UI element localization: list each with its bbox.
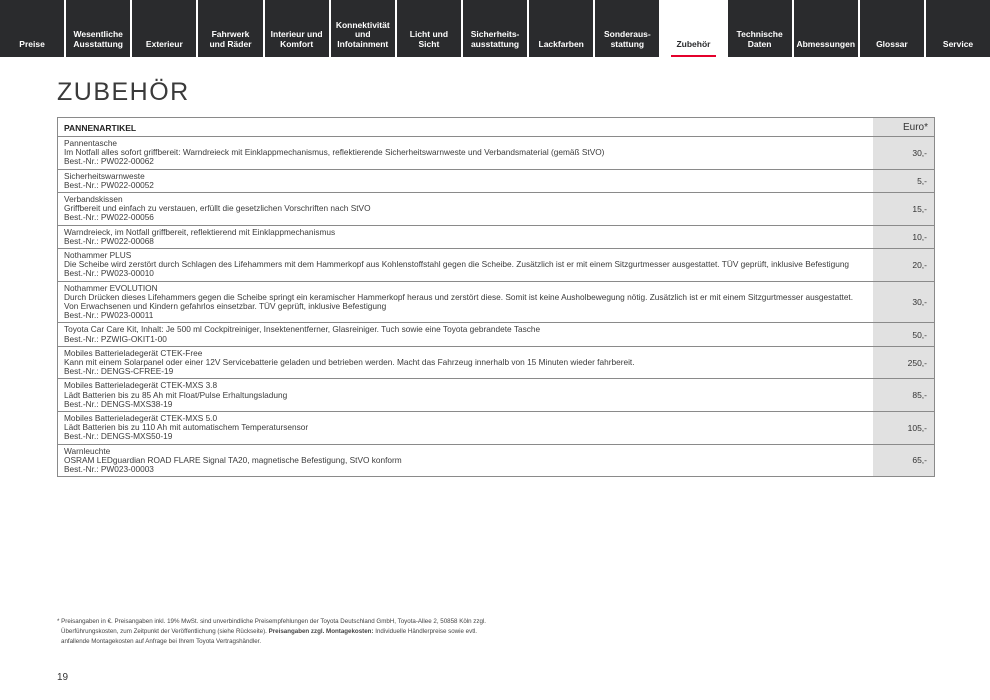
- item-name: Nothammer PLUS: [64, 250, 132, 261]
- nav-tab-konnektivitaet[interactable]: Konnektivität und Infotainment: [331, 0, 395, 57]
- item-name: Mobiles Batterieladegerät CTEK-Free: [64, 347, 203, 358]
- item-name: Nothammer EVOLUTION: [64, 282, 158, 293]
- nav-tab-lackfarben[interactable]: Lackfarben: [529, 0, 593, 57]
- table-row: [58, 379, 934, 412]
- item-order-number: Best.-Nr.: PW023-00010: [64, 268, 154, 279]
- accessories-table: [57, 117, 935, 477]
- nav-tab-technische-daten[interactable]: Technische Daten: [728, 0, 792, 57]
- item-price: 30,-: [873, 137, 934, 169]
- nav-tab-sonderausstattung[interactable]: Sonderaus- stattung: [595, 0, 659, 57]
- item-price: 30,-: [873, 282, 934, 323]
- nav-tab-sicherheitsausstattung[interactable]: Sicherheits- ausstattung: [463, 0, 527, 57]
- item-description: [58, 249, 873, 281]
- item-detail: Durch Drücken dieses Lifehammers gegen die Scheibe springt ein keramischer Hammerkopf heraus und zerstört diese. Somit ist keine Ausholbewegung nötig. Zusätzlich ist er mit einem Sitzgurtmesser ausgestattet. Von Erwachsenen und Kindern gefahrlos einsetzbar. TÜV geprüft, inklusive Befestigung: [64, 291, 854, 312]
- footnote-line: anfallende Montagekosten auf Anfrage bei Ihrem Toyota Vertragshändler.: [61, 638, 262, 645]
- price-column-header: Euro*: [873, 118, 934, 136]
- item-detail: Lädt Batterien bis zu 85 Ah mit Float/Pulse Erhaltungsladung: [64, 389, 288, 400]
- table-row: [58, 193, 934, 226]
- item-order-number: Best.-Nr.: PW023-00011: [64, 310, 154, 321]
- item-price: 65,-: [873, 445, 934, 477]
- nav-tab-zubehoer[interactable]: Zubehör: [661, 0, 725, 57]
- item-price: 105,-: [873, 412, 934, 444]
- item-detail: Lädt Batterien bis zu 110 Ah mit automatischem Temperatursensor: [64, 422, 309, 433]
- item-detail: Kann mit einem Solarpanel oder einer 12V Servicebatterie geladen und betrieben werden. Macht das Fahrzeug innerhalb von 15 Minuten wieder fahrbereit.: [64, 357, 635, 368]
- nav-tab-wesentliche-ausstattung[interactable]: Wesentliche Ausstattung: [66, 0, 130, 57]
- nav-tab-exterieur[interactable]: Exterieur: [132, 0, 196, 57]
- item-price: 250,-: [873, 347, 934, 379]
- nav-tab-abmessungen[interactable]: Abmessungen: [794, 0, 858, 57]
- item-order-number: Best.-Nr.: PW022-00052: [64, 179, 154, 190]
- item-order-number: Best.-Nr.: DENGS-CFREE-19: [64, 366, 174, 377]
- footnote-line: * Preisangaben in €. Preisangaben inkl. 19% MwSt. sind unverbindliche Preisempfehlungen der Toyota Deutschland GmbH, Toyota-Allee 2, 50858 Köln zzgl.: [57, 618, 487, 625]
- item-order-number: Best.-Nr.: PW022-00056: [64, 212, 154, 223]
- item-description: [58, 193, 873, 225]
- table-row: [58, 323, 934, 346]
- nav-tab-fahrwerk[interactable]: Fahrwerk und Räder: [198, 0, 262, 57]
- item-order-number: Best.-Nr.: PW023-00003: [64, 464, 154, 475]
- item-name: Warnleuchte: [64, 445, 111, 456]
- footnote-text: Überführungskosten, zum Zeitpunkt der Veröffentlichung (siehe Rückseite).: [61, 628, 269, 635]
- item-price: 15,-: [873, 193, 934, 225]
- item-name: Mobiles Batterieladegerät CTEK-MXS 3.8: [64, 380, 218, 391]
- item-price: 5,-: [873, 170, 934, 192]
- item-detail: Die Scheibe wird zerstört durch Schlagen des Lifehammers mit dem Hammerkopf aus Kohlenstoffstahl gegen die Scheibe. Zusätzlich ist er mit einem Sitzgurtmesser ausgestattet. TÜV geprüft, inklusive Befestigung: [64, 259, 850, 270]
- footnote-emphasis: Preisangaben zzgl. Montagekosten:: [268, 628, 374, 635]
- item-name: Mobiles Batterieladegerät CTEK-MXS 5.0: [64, 413, 218, 424]
- item-description: [58, 282, 873, 323]
- nav-tab-glossar[interactable]: Glossar: [860, 0, 924, 57]
- item-description: [58, 226, 873, 248]
- item-description: [58, 347, 873, 379]
- table-row: [58, 347, 934, 380]
- table-header: [58, 118, 934, 137]
- item-description: [58, 170, 873, 192]
- nav-tab-licht-und-sicht[interactable]: Licht und Sicht: [397, 0, 461, 57]
- table-row: [58, 282, 934, 324]
- table-row: [58, 170, 934, 193]
- item-order-number: Best.-Nr.: PW022-00068: [64, 235, 154, 246]
- item-price: 50,-: [873, 323, 934, 345]
- item-name: Warndreieck, im Notfall griffbereit, reflektierend mit Einklappmechanismus: [64, 226, 336, 237]
- nav-tab-preise[interactable]: Preise: [0, 0, 64, 57]
- price-footnote: [57, 617, 617, 647]
- table-row: [58, 249, 934, 282]
- item-name: Pannentasche: [64, 138, 118, 148]
- item-price: 20,-: [873, 249, 934, 281]
- item-order-number: Best.-Nr.: PW022-00062: [64, 156, 154, 167]
- item-name: Verbandskissen: [64, 194, 123, 205]
- item-price: 85,-: [873, 379, 934, 411]
- footnote-line: [57, 627, 617, 637]
- page-number: 19: [57, 672, 69, 683]
- page-title: ZUBEHÖR: [57, 78, 190, 106]
- footnote-text: Individuelle Händlerpreise sowie evtl.: [373, 628, 478, 635]
- item-description: [58, 379, 873, 411]
- table-row: [58, 226, 934, 249]
- item-order-number: Best.-Nr.: DENGS-MXS38-19: [64, 398, 173, 409]
- item-name: Toyota Car Care Kit, Inhalt: Je 500 ml Cockpitreiniger, Insektenentferner, Glasreiniger. Tuch sowie eine Toyota gebrandete Tasche: [64, 324, 541, 335]
- section-header: PANNENARTIKEL: [64, 123, 137, 133]
- item-description: [58, 445, 873, 477]
- nav-tab-interieur[interactable]: Interieur und Komfort: [265, 0, 329, 57]
- item-description: [58, 412, 873, 444]
- item-detail: OSRAM LEDguardian ROAD FLARE Signal TA20, magnetische Befestigung, StVO konform: [64, 454, 402, 465]
- item-detail: Griffbereit und einfach zu verstauen, erfüllt die gesetzlichen Vorschriften nach StVO: [64, 203, 371, 214]
- nav-tab-service[interactable]: Service: [926, 0, 990, 57]
- table-row: [58, 412, 934, 445]
- item-description: [58, 323, 873, 345]
- item-order-number: Best.-Nr.: PZWIG-OKIT1-00: [64, 333, 167, 344]
- table-row: [58, 445, 934, 477]
- item-name: Sicherheitswarnweste: [64, 170, 145, 181]
- item-detail: Im Notfall alles sofort griffbereit: Warndreieck mit Einklappmechanismus, reflektierende Sicherheitswarnweste und Verbandsmaterial (gemäß StVO): [64, 147, 605, 158]
- item-order-number: Best.-Nr.: DENGS-MXS50-19: [64, 431, 173, 442]
- item-price: 10,-: [873, 226, 934, 248]
- item-description: [58, 137, 873, 169]
- top-navigation: [0, 0, 990, 57]
- table-row: [58, 137, 934, 170]
